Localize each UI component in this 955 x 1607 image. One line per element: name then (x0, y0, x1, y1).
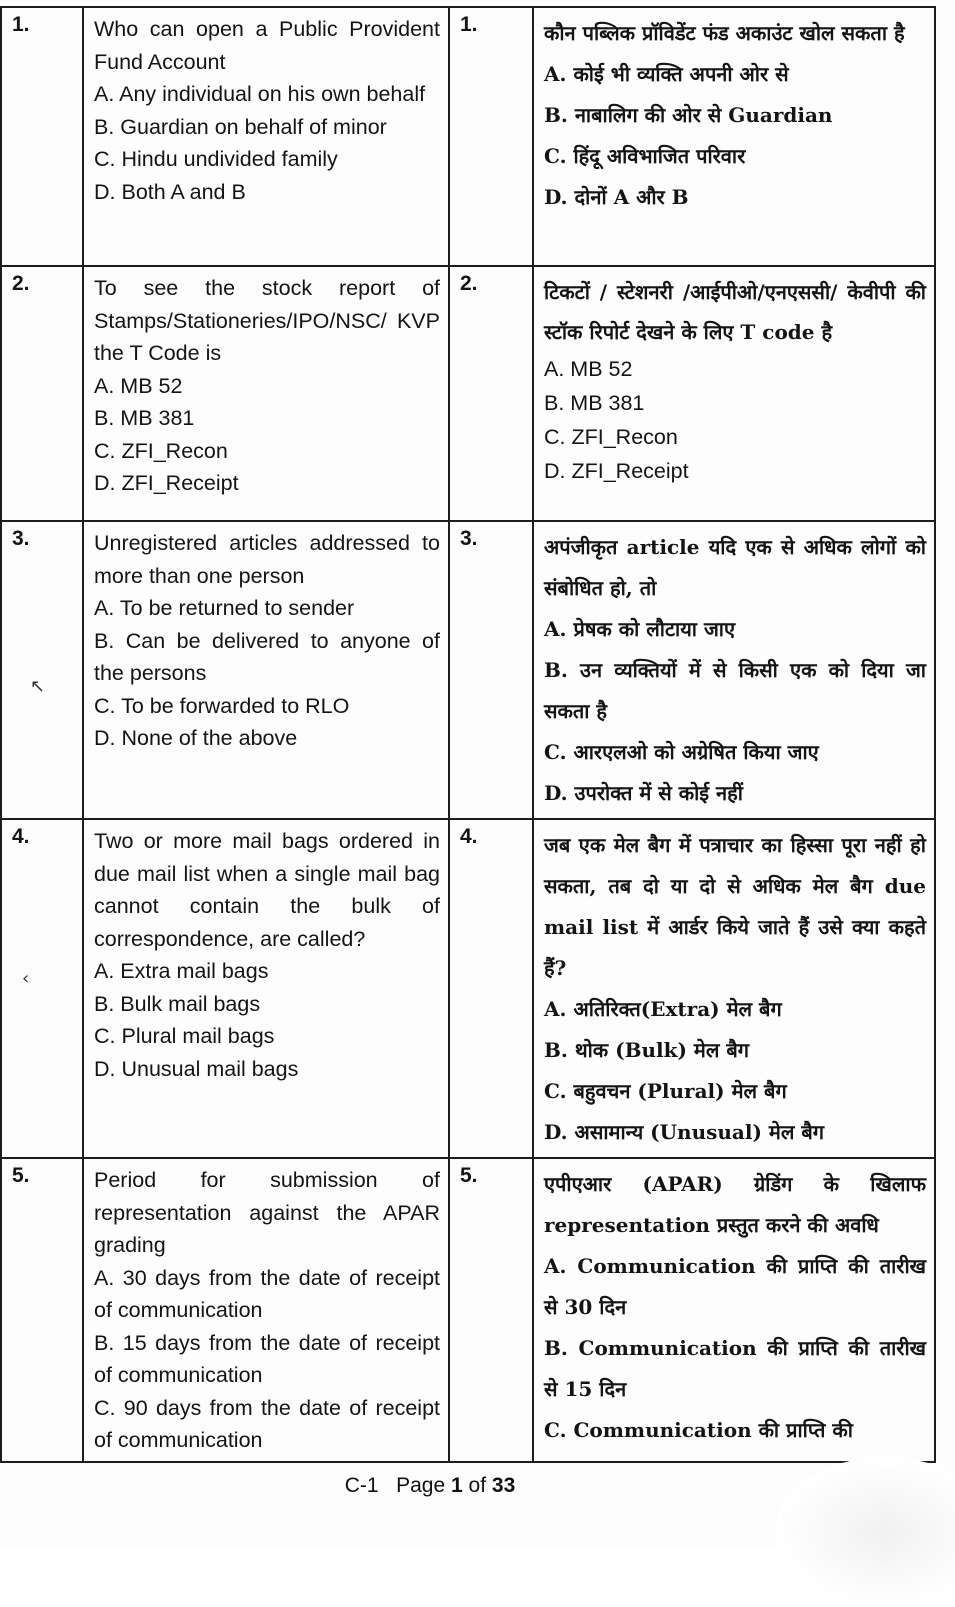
question-number-en: 4. (1, 819, 83, 1158)
question-row-4 (1, 819, 935, 1158)
option-d-hi: D. उपरोक्त में से कोई नहीं (544, 781, 743, 805)
option-c-en: C. ZFI_Recon (94, 438, 228, 463)
of-word: of (468, 1474, 487, 1497)
option-b-en: B. Guardian on behalf of minor (94, 114, 387, 139)
option-d-hi: D. असामान्य (Unusual) मेल बैग (544, 1120, 825, 1144)
question-number-hi: 3. (449, 521, 533, 819)
question-cell-en (83, 7, 449, 266)
option-a-en: A. Any individual on his own behalf (94, 82, 426, 106)
option-c-hi: C. हिंदू अविभाजित परिवार (544, 144, 746, 168)
question-row-5 (1, 1158, 935, 1462)
question-text-en: Who can open a Public Provident Fund Account (94, 17, 440, 74)
question-text-hi: एपीएआर (APAR) ग्रेडिंग के खिलाफ representation प्रस्तुत करने की अवधि (544, 1172, 926, 1237)
question-number-hi: 1. (449, 7, 533, 266)
page-total: 33 (491, 1474, 516, 1497)
option-c-hi: C. Communication की प्राप्ति की (544, 1418, 853, 1442)
option-d-en: D. Both A and B (94, 179, 246, 204)
question-text-en: To see the stock report of Stamps/Stationeries/IPO/NSC/ KVP the T Code is (94, 276, 440, 365)
option-d-en: D. None of the above (94, 726, 298, 750)
option-b-hi: B. नाबालिग की ओर से Guardian (544, 103, 833, 127)
question-text-hi: अपंजीकृत article यदि एक से अधिक लोगों को संबोधित हो, तो (544, 535, 926, 600)
set-code: C-1 (344, 1474, 379, 1497)
option-a-hi: A. प्रेषक को लौटाया जाए (544, 617, 736, 641)
question-table (0, 6, 936, 1463)
question-number-hi: 4. (449, 819, 533, 1158)
question-cell-hi (533, 7, 935, 266)
option-a-en: A. To be returned to sender (94, 596, 355, 620)
question-row-1 (1, 7, 935, 266)
option-a-en: A. MB 52 (94, 373, 183, 398)
pen-mark: ↖ (30, 676, 46, 697)
option-c-en: C. Hindu undivided family (94, 147, 338, 171)
option-b-en: B. MB 381 (94, 406, 195, 430)
question-cell-en (83, 266, 449, 521)
option-a-hi: A. MB 52 (544, 357, 633, 381)
question-number-en: 3. (1, 521, 83, 819)
option-c-en: C. Plural mail bags (94, 1024, 275, 1048)
question-cell-hi (533, 819, 935, 1158)
option-c-hi: C. ZFI_Recon (544, 425, 678, 449)
question-cell-en (83, 521, 449, 819)
question-text-hi: जब एक मेल बैग में पत्राचार का हिस्सा पूरा नहीं हो सकता, तब दो या दो से अधिक मेल बैग due mail list में आर्डर किये जाते हैं उसे क्या कहते हैं? (544, 833, 926, 980)
option-b-hi: B. उन व्यक्तियों में से किसी एक को दिया जा सकता है (544, 658, 926, 723)
option-b-hi: B. Communication की प्राप्ति की तारीख से 15 दिन (544, 1336, 926, 1401)
page-current: 1 (451, 1474, 463, 1497)
question-row-3 (1, 521, 935, 819)
question-number-en: 2. (1, 266, 83, 521)
question-text-hi: कौन पब्लिक प्रॉविडेंट फंड अकाउंट खोल सकता है (544, 21, 905, 45)
option-a-en: A. Extra mail bags (94, 959, 269, 983)
page-footer (0, 1474, 860, 1498)
option-c-en: C. 90 days from the date of receipt of communication (94, 1395, 440, 1452)
page-word: Page (396, 1474, 446, 1497)
option-a-en: A. 30 days from the date of receipt of communication (94, 1265, 440, 1322)
question-text-en: Two or more mail bags ordered in due mail list when a single mail bag cannot contain the bulk of correspondence, are called? (94, 829, 440, 951)
option-c-en: C. To be forwarded to RLO (94, 693, 350, 718)
option-b-en: B. Bulk mail bags (94, 991, 261, 1016)
question-cell-hi (533, 1158, 935, 1462)
question-cell-hi (533, 266, 935, 521)
question-number-en: 1. (1, 7, 83, 266)
option-a-hi: A. कोई भी व्यक्ति अपनी ओर से (544, 62, 789, 86)
option-a-hi: A. अतिरिक्त(Extra) मेल बैग (544, 997, 782, 1021)
option-d-hi: D. दोनों A और B (544, 185, 689, 209)
question-row-2 (1, 266, 935, 521)
question-number-hi: 2. (449, 266, 533, 521)
option-b-en: B. 15 days from the date of receipt of communication (94, 1330, 440, 1387)
option-b-en: B. Can be delivered to anyone of the persons (94, 628, 440, 685)
option-c-hi: C. बहुवचन (Plural) मेल बैग (544, 1079, 787, 1103)
question-text-en: Unregistered articles addressed to more than one person (94, 531, 440, 588)
option-a-hi: A. Communication की प्राप्ति की तारीख से 30 दिन (544, 1254, 926, 1319)
option-d-en: D. ZFI_Receipt (94, 471, 239, 495)
option-d-en: D. Unusual mail bags (94, 1056, 299, 1081)
question-text-en: Period for submission of representation against the APAR grading (94, 1168, 440, 1257)
option-b-hi: B. MB 381 (544, 391, 645, 415)
question-cell-hi (533, 521, 935, 819)
question-number-en: 5. (1, 1158, 83, 1462)
option-c-hi: C. आरएलओ को अग्रेषित किया जाए (544, 740, 819, 764)
question-number-hi: 5. (449, 1158, 533, 1462)
question-text-hi: टिकटों / स्टेशनरी /आईपीओ/एनएससी/ केवीपी की स्टॉक रिपोर्ट देखने के लिए T code है (544, 280, 926, 344)
question-cell-en (83, 819, 449, 1158)
pen-mark: ‹ (22, 968, 30, 989)
option-d-hi: D. ZFI_Receipt (544, 459, 689, 483)
question-cell-en (83, 1158, 449, 1462)
option-b-hi: B. थोक (Bulk) मेल बैग (544, 1038, 750, 1062)
